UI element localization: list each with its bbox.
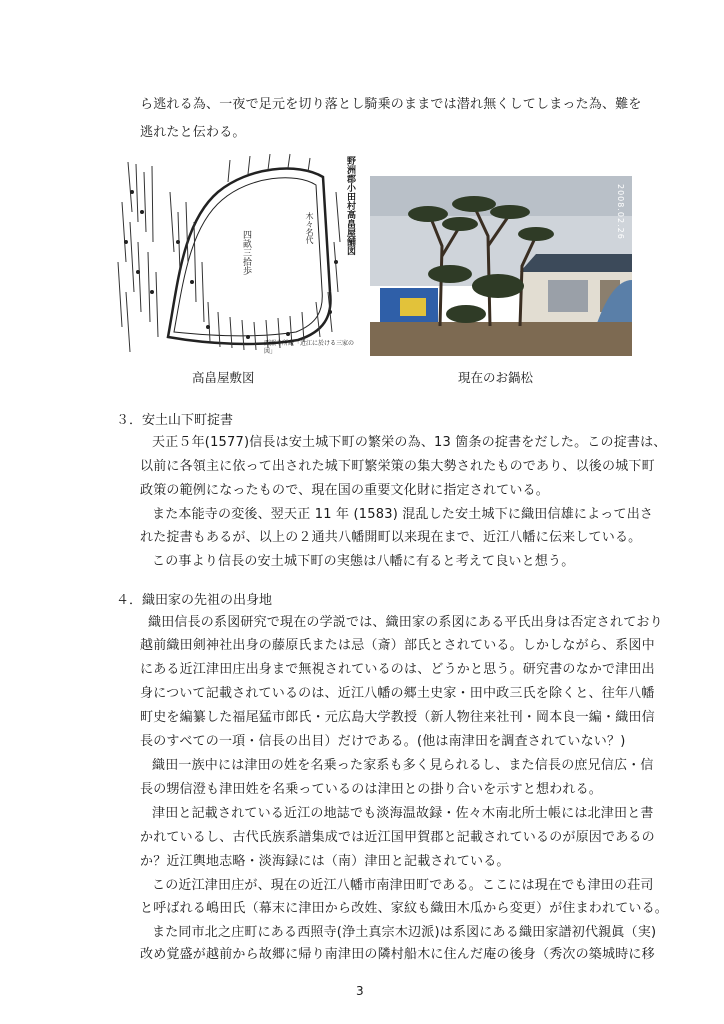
photo-date-stamp: 2008.02.26 [616, 184, 625, 240]
left-figure-caption: 高畠屋敷図 [192, 370, 255, 385]
section-4-heading: ４．織田家の先祖の出身地 [116, 593, 273, 608]
body-line: 織田一族中には津田の姓を名乗った家系も多く見られるし、また信長の庶兄信広・信 [152, 758, 654, 773]
map-center-label: 四畝三拾歩 [241, 230, 251, 275]
takabatake-estate-map [108, 152, 356, 360]
body-line: この近江津田庄が、現在の近江八幡市南津田町である。ここには現在でも津田の荘司 [152, 878, 654, 893]
body-line: にある近江津田庄出身まで無視されているのは、どうかと思う。研究書のなかで津田出 [140, 662, 655, 677]
body-line: また同市北之庄町にある西照寺(浄土真宗木辺派)は系図にある織田家譜初代親眞（実) [152, 925, 657, 940]
body-line: か？近江輿地志略・淡海録には（南）津田と記載されている。 [140, 854, 510, 869]
onabe-pine-photo [370, 176, 632, 356]
page-number: 3 [356, 984, 364, 998]
map-source-note: 西照寺所蔵「近江に於ける三家の図」 [264, 340, 355, 355]
body-line: 長の甥信澄も津田姓を名乗っているのは津田との掛り合いを示すと想われる。 [140, 782, 603, 797]
map-title-label: 野洲郡小田村高畠屋舗図 [345, 156, 355, 255]
section-3-heading: ３．安土山下町掟書 [116, 413, 234, 428]
map-side-label: 木々名代 [305, 212, 314, 244]
body-line: また本能寺の変後、翌天正 11 年 (1583) 混乱した安土城下に織田信雄によって出さ [152, 507, 654, 522]
body-line: 越前織田剣神社出身の藤原氏または忌（斎）部氏とされている。しかしながら、系図中 [140, 638, 655, 653]
body-line: 長のすべての一項・信長の出目）だけである。(他は南津田を調査されていない？) [140, 734, 626, 749]
body-line: この事より信長の安土城下町の実態は八幡に有ると考えて良いと想う。 [152, 554, 575, 569]
body-line: かれているし、古代氏族系譜集成では近江国甲賀郡と記載されているのが原因であるの [140, 830, 655, 845]
body-line: 織田信長の系図研究で現在の学説では、織田家の系図にある平氏出身は否定されており [148, 615, 663, 630]
body-line: 町史を編纂した福尾猛市郎氏・元広島大学教授（新人物往来社刊・岡本良一編・織田信 [140, 710, 655, 725]
body-line: ら逃れる為、一夜で足元を切り落とし騎乗のままでは潜れ無くしてしまった為、難を [140, 97, 642, 112]
body-line: 身について記載されているのは、近江八幡の郷土史家・田中政三氏を除くと、往年八幡 [140, 686, 655, 701]
right-figure-caption: 現在のお鍋松 [458, 370, 534, 385]
body-line: れた掟書もあるが、以上の２通共八幡開町以来現在まで、近江八幡に伝来している。 [140, 530, 642, 545]
body-line: 天正５年(1577)信長は安土城下町の繁栄の為、13 箇条の掟書をだした。この掟書は、 [152, 435, 667, 450]
estate-map-drawing [108, 152, 356, 360]
body-line: 津田と記載されている近江の地誌でも淡海温故録・佐々木南北所士帳には北津田と書 [152, 806, 654, 821]
body-line: 逃れたと伝わる。 [140, 125, 246, 140]
pine-photo-drawing [370, 176, 632, 356]
body-line: と呼ばれる嶋田氏（幕末に津田から改姓、家紋も織田木瓜から変更）が住まわれている。 [140, 901, 669, 916]
body-line: 以前に各領主に依って出された城下町繁栄策の集大勢されたものであり、以後の城下町 [140, 459, 655, 474]
body-line-last: 改め覚盛が越前から故郷に帰り南津田の隣村船木に住んだ庵の後身（秀次の築城時に移 [140, 947, 655, 962]
body-line: 政策の範例になったもので、現在国の重要文化財に指定されている。 [140, 483, 549, 498]
